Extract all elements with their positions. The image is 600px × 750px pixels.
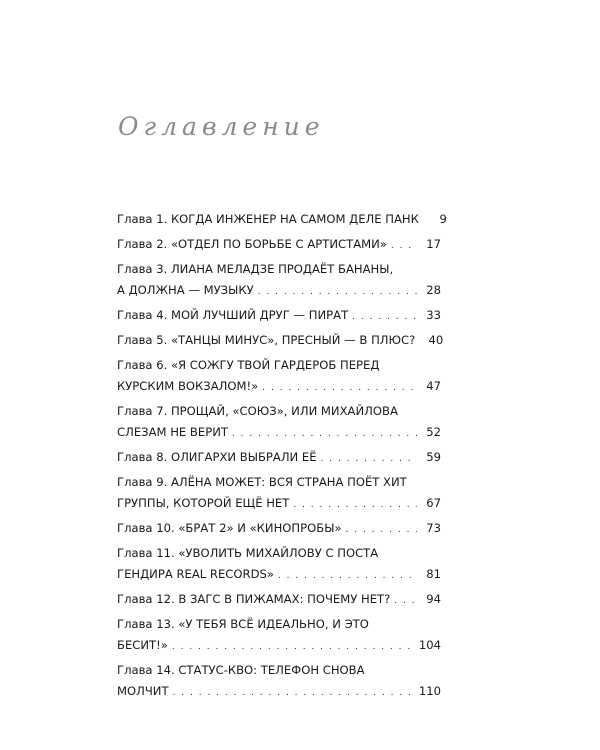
toc-entry	[117, 589, 441, 612]
chapter-title-text: ГЕНДИРА REAL RECORDS»	[117, 567, 274, 581]
toc-entry	[117, 472, 441, 516]
chapter-title-text: Глава 6. «Я СОЖГУ ТВОЙ ГАРДЕРОБ ПЕРЕД	[117, 358, 380, 372]
toc-entry-last-line	[117, 447, 441, 470]
chapter-title-text: СЛЕЗАМ НЕ ВЕРИТ	[117, 425, 228, 439]
toc-entry	[117, 234, 441, 257]
leader-dots	[278, 566, 417, 587]
chapter-title-text: Глава 4. МОЙ ЛУЧШИЙ ДРУГ — ПИРАТ	[117, 308, 349, 322]
toc-entry	[117, 305, 441, 328]
toc-entry	[117, 447, 441, 470]
page-number: 52	[426, 425, 441, 439]
leader-dots	[173, 683, 415, 704]
toc-entry-last-line	[117, 280, 441, 303]
page-number: 110	[418, 684, 441, 698]
chapter-title-text: Глава 12. В ЗАГС В ПИЖАМАХ: ПОЧЕМУ НЕТ?	[117, 592, 391, 606]
toc-entry	[117, 355, 441, 399]
chapter-title-text: МОЛЧИТ	[117, 684, 169, 698]
toc-entry-line	[117, 472, 441, 493]
chapter-title-text: Глава 5. «ТАНЦЫ МИНУС», ПРЕСНЫЙ — В ПЛЮС?	[117, 333, 416, 347]
toc-entry-line	[117, 543, 441, 564]
chapter-title-text: Глава 1. КОГДА ИНЖЕНЕР НА САМОМ ДЕЛЕ ПАНК	[117, 212, 419, 226]
page-number: 33	[426, 308, 441, 322]
toc-entry	[117, 209, 447, 232]
chapter-title-text: Глава 3. ЛИАНА МЕЛАДЗЕ ПРОДАЁТ БАНАНЫ,	[117, 262, 394, 276]
chapter-title-text: Глава 10. «БРАТ 2» И «КИНОПРОБЫ»	[117, 521, 342, 535]
toc-entry-line	[117, 614, 441, 635]
toc-entry-line	[117, 660, 441, 681]
toc-entry-last-line	[117, 376, 441, 399]
toc-entry-last-line	[117, 493, 441, 516]
leader-dots	[391, 236, 417, 257]
toc-entry-last-line	[117, 330, 444, 353]
leader-dots	[172, 637, 415, 658]
toc-entry	[117, 330, 444, 353]
chapter-title-text: Глава 8. ОЛИГАРХИ ВЫБРАЛИ ЕЁ	[117, 450, 317, 464]
leader-dots	[262, 378, 417, 399]
toc-entry-last-line	[117, 305, 441, 328]
leader-dots	[394, 591, 417, 612]
page-number: 28	[426, 283, 441, 297]
page-number: 9	[439, 212, 447, 226]
chapter-title-text: Глава 11. «УВОЛИТЬ МИХАЙЛОВУ С ПОСТА	[117, 546, 379, 560]
toc-entry-line	[117, 259, 441, 280]
chapter-title-text: Глава 2. «ОТДЕЛ ПО БОРЬБЕ С АРТИСТАМИ»	[117, 237, 387, 251]
toc-entry-last-line	[117, 681, 441, 704]
page-number: 104	[418, 638, 441, 652]
chapter-title-text: Глава 14. СТАТУС-КВО: ТЕЛЕФОН СНОВА	[117, 663, 365, 677]
table-of-contents	[117, 209, 447, 706]
chapter-title-text: А ДОЛЖНА — МУЗЫКУ	[117, 283, 254, 297]
page-number: 40	[428, 333, 444, 347]
page-number: 47	[426, 379, 441, 393]
page-number: 67	[426, 496, 441, 510]
page-number: 81	[426, 567, 441, 581]
toc-entry-last-line	[117, 234, 441, 257]
toc-entry-line	[117, 401, 441, 422]
toc-entry-last-line	[117, 589, 441, 612]
page-title: Оглавление	[118, 112, 325, 141]
toc-entry-last-line	[117, 635, 441, 658]
toc-entry	[117, 401, 441, 445]
page-number: 17	[426, 237, 441, 251]
toc-entry	[117, 259, 441, 303]
toc-entry-last-line	[117, 518, 441, 541]
chapter-title-text: Глава 9. АЛЁНА МОЖЕТ: ВСЯ СТРАНА ПОЁТ ХИТ	[117, 475, 407, 489]
leader-dots	[258, 282, 417, 303]
toc-entry	[117, 614, 441, 658]
page-number: 73	[426, 521, 441, 535]
chapter-title-text: БЕСИТ!»	[117, 638, 168, 652]
leader-dots	[346, 520, 417, 541]
chapter-title-text: ГРУППЫ, КОТОРОЙ ЕЩЁ НЕТ	[117, 496, 290, 510]
leader-dots	[352, 307, 417, 328]
page-number: 94	[426, 592, 441, 606]
toc-entry-line	[117, 355, 441, 376]
leader-dots	[293, 495, 417, 516]
leader-dots	[232, 424, 417, 445]
chapter-title-text: Глава 7. ПРОЩАЙ, «СОЮЗ», ИЛИ МИХАЙЛОВА	[117, 404, 398, 418]
toc-entry	[117, 518, 441, 541]
toc-entry	[117, 543, 441, 587]
toc-entry-last-line	[117, 422, 441, 445]
toc-entry	[117, 660, 441, 704]
page-number: 59	[426, 450, 441, 464]
toc-entry-last-line	[117, 564, 441, 587]
chapter-title-text: Глава 13. «У ТЕБЯ ВСЁ ИДЕАЛЬНО, И ЭТО	[117, 617, 369, 631]
leader-dots	[321, 449, 417, 470]
toc-entry-last-line	[117, 209, 447, 232]
chapter-title-text: КУРСКИМ ВОКЗАЛОМ!»	[117, 379, 259, 393]
